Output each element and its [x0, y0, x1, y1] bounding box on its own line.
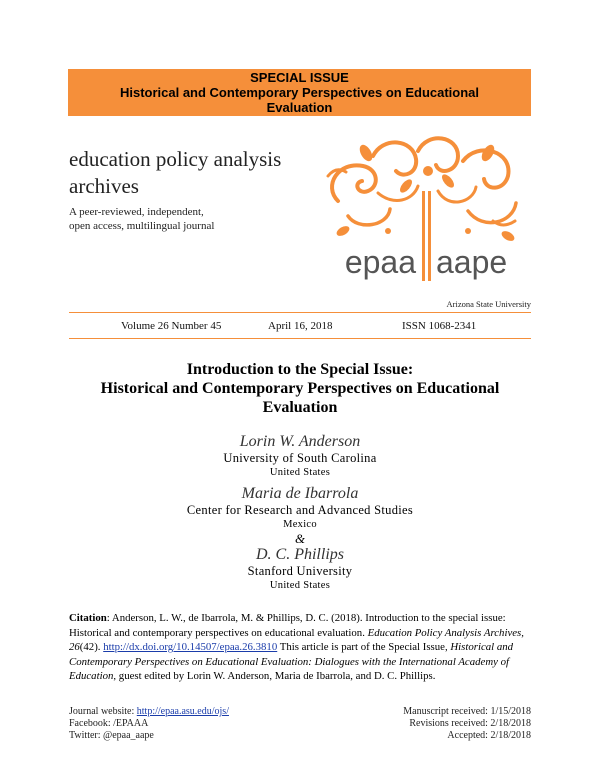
author-block — [69, 433, 531, 480]
author-country: Mexico — [283, 519, 317, 530]
journal-tagline: A peer-reviewed, independent, open access, multilingual journal — [69, 206, 215, 232]
twitter-handle: Twitter: @epaa_aape — [69, 730, 154, 741]
author-block — [69, 485, 531, 532]
author-affiliation: Stanford University — [247, 564, 353, 578]
author-affiliation: Center for Research and Advanced Studies — [186, 503, 414, 517]
ampersand: & — [294, 531, 306, 546]
author-country: United States — [269, 467, 331, 478]
journal-website-link[interactable]: http://epaa.asu.edu/ojs/ — [136, 706, 229, 717]
author-country: United States — [269, 580, 331, 591]
citation-label: Citation — [69, 612, 107, 624]
issn: ISSN 1068-2341 — [402, 320, 477, 332]
author-block — [69, 546, 531, 593]
banner-subtitle: Historical and Contemporary Perspectives on Educational — [119, 85, 480, 100]
facebook-handle: Facebook: /EPAAA — [69, 718, 149, 729]
author-name: Maria de Ibarrola — [241, 485, 359, 502]
divider-top — [69, 312, 531, 313]
logo-divider-bar — [422, 191, 425, 281]
special-issue-title: Historical and Contemporary Perspectives on Educational Evaluation: Dialogues with the International Academy of Education — [69, 641, 514, 682]
banner-subtitle-cont: Evaluation — [266, 100, 333, 115]
accepted-date: Accepted: 2/18/2018 — [447, 730, 531, 741]
author-name: D. C. Phillips — [255, 546, 344, 563]
revised-date: Revisions received: 2/18/2018 — [409, 718, 531, 729]
university-name: Arizona State University — [446, 299, 531, 309]
author-list — [69, 433, 531, 593]
citation-paragraph: Citation: Anderson, L. W., de Ibarrola, M. & Phillips, D. C. (2018). Introduction to the special issue: Historical and contemporary perspectives on educational evaluation. Education Policy Analysis Archives, 26(42). http://dx.doi.org/10.14507/epaa.26.3810 This article is part of the Special Issue, Historical and Contemporary Perspectives on Educational Evaluation: Dialogues with the International Academy of Education, guest edited by Lorin W. Anderson, Maria de Ibarrola, and D. C. Phillips. — [69, 612, 524, 682]
banner-heading: SPECIAL ISSUE — [250, 70, 349, 85]
divider-bottom — [69, 338, 531, 339]
doi-link[interactable]: http://dx.doi.org/10.14507/epaa.26.3810 — [103, 641, 278, 653]
author-affiliation: University of South Carolina — [223, 451, 377, 465]
journal-reference: Education Policy Analysis Archives, 26 — [69, 626, 524, 653]
article-title: Introduction to the Special Issue: Historical and Contemporary Perspectives on Educational Evaluation — [100, 361, 500, 416]
author-name: Lorin W. Anderson — [239, 433, 361, 450]
logo-text-left: epaa — [344, 244, 416, 280]
publication-date: April 16, 2018 — [268, 320, 333, 332]
logo-text-right: aape — [436, 244, 508, 280]
special-issue-banner — [68, 69, 531, 116]
journal-title: education policy analysis archives — [69, 147, 282, 198]
footer-contact: Journal website: http://epaa.asu.edu/ojs/ Facebook: /EPAAA Twitter: @epaa_aape — [69, 706, 229, 741]
volume-number: Volume 26 Number 45 — [121, 320, 222, 332]
received-date: Manuscript received: 1/15/2018 — [403, 706, 531, 717]
epaa-logo — [318, 131, 532, 289]
footer-dates — [403, 706, 531, 742]
